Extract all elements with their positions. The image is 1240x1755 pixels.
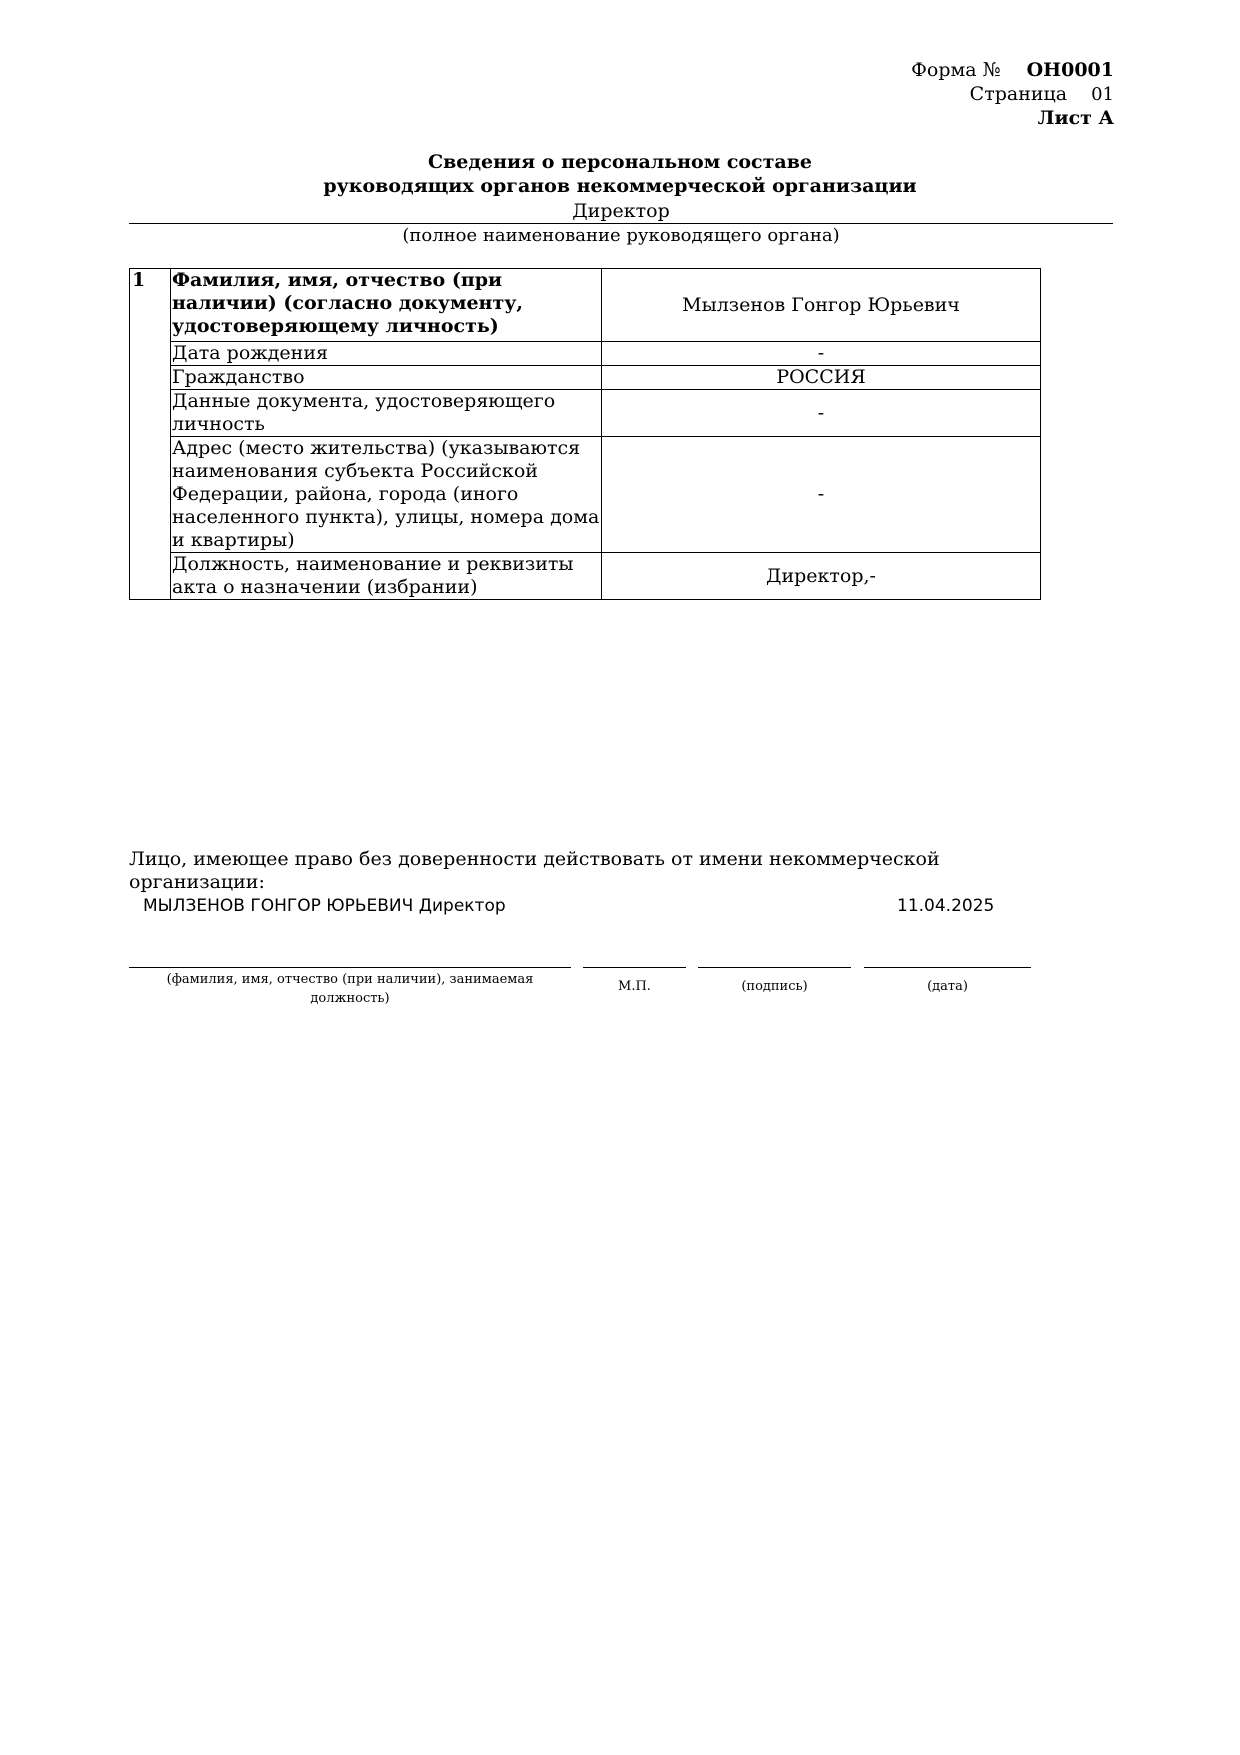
row-value-id-document: - <box>602 390 1041 437</box>
date-caption: (дата) <box>927 979 968 994</box>
form-number-label: Форма № <box>911 59 1001 81</box>
stamp-caption: М.П. <box>618 979 651 994</box>
row-value-address: - <box>602 437 1041 553</box>
table-row <box>130 390 1041 437</box>
table-row <box>130 366 1041 390</box>
form-number-value: ОН0001 <box>1026 59 1114 81</box>
row-value-position: Директор,- <box>602 553 1041 600</box>
document-title-line-1: Сведения о персональном составе <box>427 151 813 173</box>
row-value-birth-date: - <box>602 342 1041 366</box>
authorized-person-intro: Лицо, имеющее право без доверенности действовать от имени некоммерческой организации: <box>129 848 940 893</box>
signature-date-value: 11.04.2025 <box>897 896 995 916</box>
page-number-label: Страница <box>969 83 1068 105</box>
row-label-address: Адрес (место жительства) (указываются наименования субъекта Российской Федерации, района, города (иного населенного пункта), улицы, номера дома и квартиры) <box>171 437 602 553</box>
document-title-line-2: руководящих органов некоммерческой организации <box>323 175 917 197</box>
person-info-table <box>129 268 1041 600</box>
date-signature-line <box>864 967 1031 968</box>
row-label-full-name: Фамилия, имя, отчество (при наличии) (согласно документу, удостоверяющему личность) <box>171 269 602 342</box>
signature-caption: (подпись) <box>741 979 808 994</box>
signature-line <box>698 967 851 968</box>
governing-body-name: Директор <box>572 200 670 222</box>
row-label-position: Должность, наименование и реквизиты акта о назначении (избрании) <box>171 553 602 600</box>
name-caption: (фамилия, имя, отчество (при наличии), занимаемая должность) <box>166 972 534 1006</box>
stamp-signature-line <box>583 967 686 968</box>
governing-body-caption: (полное наименование руководящего органа) <box>402 225 840 246</box>
form-number-line <box>911 58 1114 82</box>
table-row <box>130 342 1041 366</box>
authorized-person-name: МЫЛЗЕНОВ ГОНГОР ЮРЬЕВИЧ Директор <box>143 896 506 916</box>
page-number-line <box>970 82 1114 107</box>
sheet-label: Лист А <box>1037 107 1114 129</box>
table-row <box>130 269 1041 342</box>
row-label-birth-date: Дата рождения <box>171 342 602 366</box>
row-label-id-document: Данные документа, удостоверяющего личность <box>171 390 602 437</box>
row-value-citizenship: РОССИЯ <box>602 366 1041 390</box>
person-number: 1 <box>130 269 171 600</box>
row-value-full-name: Мылзенов Гонгор Юрьевич <box>602 269 1041 342</box>
page-number-value: 01 <box>1091 84 1114 105</box>
name-signature-line <box>129 967 571 968</box>
table-row <box>130 553 1041 600</box>
row-label-citizenship: Гражданство <box>171 366 602 390</box>
table-row <box>130 437 1041 553</box>
